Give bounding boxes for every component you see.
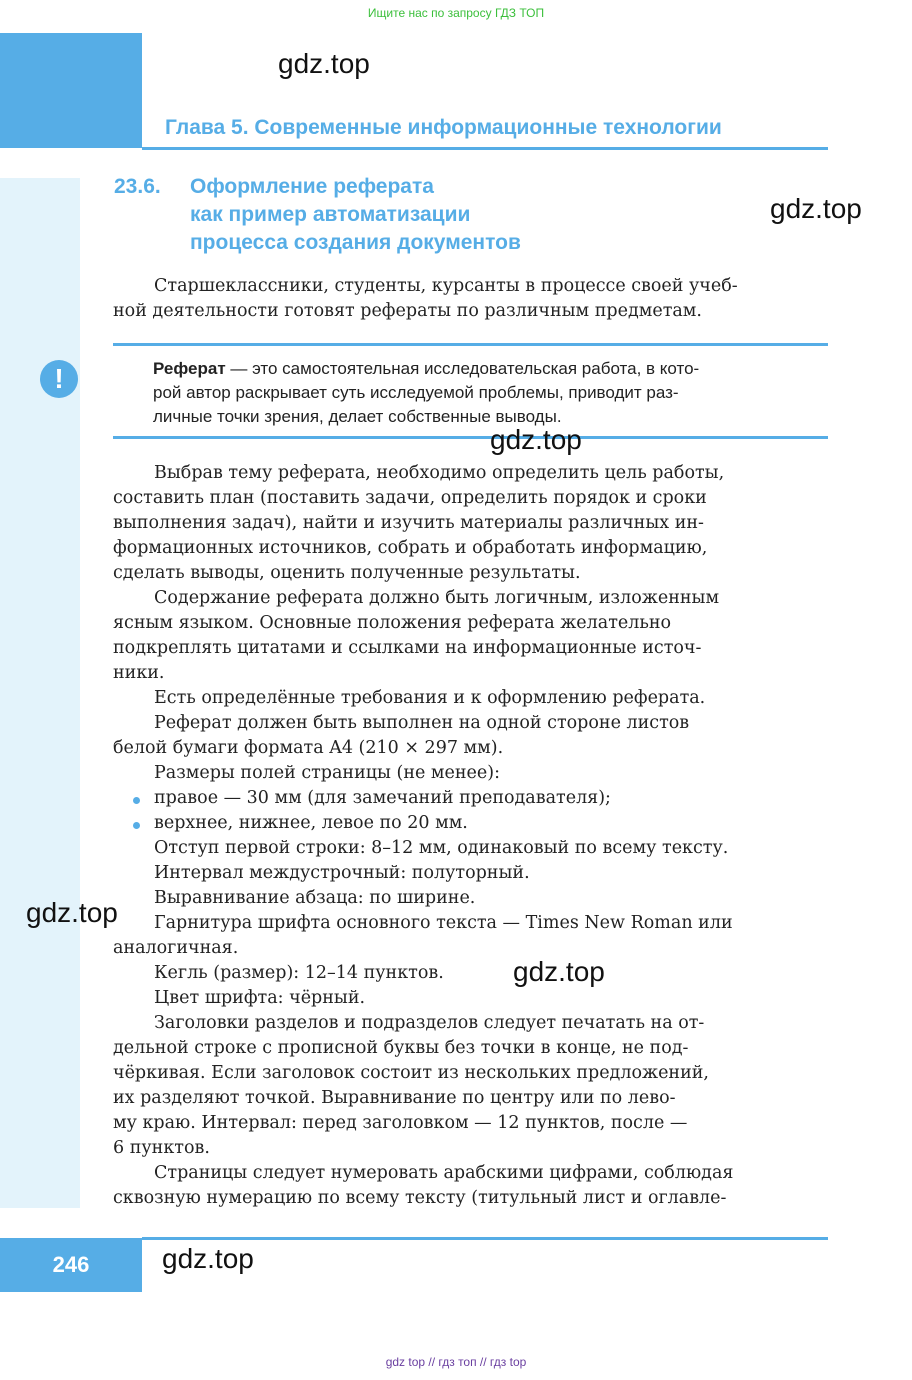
definition-line: — это самостоятельная исследовательская работа, в кото- (230, 359, 700, 378)
watermark: gdz.top (26, 897, 118, 928)
watermark: gdz.top (770, 193, 862, 224)
bullet-dot (133, 822, 140, 829)
section-title (190, 173, 521, 257)
top-banner[interactable]: Ищите нас по запросу ГДЗ ТОП (367, 6, 545, 20)
header-color-block (0, 33, 142, 148)
chapter-title: Глава 5. Современные информационные технологии (165, 116, 722, 139)
watermark: gdz.top (513, 956, 605, 987)
body-line: Есть определённые требования и к оформлению реферата. (154, 688, 706, 708)
body-line: подкреплять цитатами и ссылками на информационные источ- (113, 638, 702, 658)
body-line: Содержание реферата должно быть логичным, изложенным (154, 588, 720, 608)
body-line: Выравнивание абзаца: по ширине. (154, 888, 476, 908)
definition-top-rule (113, 343, 828, 346)
body-line: Цвет шрифта: чёрный. (154, 988, 366, 1008)
body-line: Интервал междустрочный: полуторный. (154, 863, 530, 883)
body-line: чёркивая. Если заголовок состоит из нескольких предложений, (113, 1063, 709, 1083)
body-line: составить план (поставить задачи, определить порядок и сроки (113, 488, 707, 508)
definition-line: личные точки зрения, делает собственные выводы. (153, 407, 562, 426)
section-title-line: процесса создания документов (190, 231, 521, 254)
body-line: Размеры полей страницы (не менее): (154, 763, 500, 783)
bullet-dot (133, 797, 140, 804)
body-line: Выбрав тему реферата, необходимо определить цель работы, (154, 463, 725, 483)
side-strip (0, 178, 80, 1208)
watermark: gdz.top (278, 48, 370, 79)
section-number: 23.6. (114, 175, 161, 198)
body-line: сквозную нумерацию по всему тексту (титульный лист и оглавле- (113, 1188, 727, 1208)
watermark: gdz.top (490, 424, 582, 455)
intro-line: Старшеклассники, студенты, курсанты в процессе своей учеб- (154, 276, 738, 296)
body-line: правое — 30 мм (для замечаний преподавателя); (154, 788, 611, 808)
exclamation-icon: ! (40, 360, 78, 398)
body-line: Реферат должен быть выполнен на одной стороне листов (154, 713, 690, 733)
section-title-line: как пример автоматизации (190, 203, 471, 226)
body-line: выполнения задач), найти и изучить материалы различных ин- (113, 513, 704, 533)
body-line: формационных источников, собрать и обработать информацию, (113, 538, 708, 558)
definition-line: рой автор раскрывает суть исследуемой проблемы, приводит раз- (153, 383, 679, 402)
body-line: аналогичная. (113, 938, 239, 958)
body-line: ники. (113, 663, 165, 683)
body-line: Кегль (размер): 12–14 пунктов. (154, 963, 444, 983)
body-line: дельной строке с прописной буквы без точки в конце, не под- (113, 1038, 689, 1058)
body-line: белой бумаги формата A4 (210 × 297 мм). (113, 738, 504, 758)
page-number: 246 (52, 1252, 90, 1277)
definition-box (153, 357, 828, 429)
chapter-rule (142, 147, 828, 150)
watermark: gdz.top (162, 1243, 254, 1274)
definition-bottom-rule (113, 436, 828, 439)
body-line: 6 пунктов. (113, 1138, 210, 1158)
body-line: Страницы следует нумеровать арабскими цифрами, соблюдая (154, 1163, 734, 1183)
body-line: верхнее, нижнее, левое по 20 мм. (154, 813, 468, 833)
body-line: Отступ первой строки: 8–12 мм, одинаковый по всему тексту. (154, 838, 729, 858)
body-line: Гарнитура шрифта основного текста — Times New Roman или (154, 913, 733, 933)
body-line: их разделяют точкой. Выравнивание по центру или по лево- (113, 1088, 676, 1108)
body-line: Заголовки разделов и подразделов следует печатать на от- (154, 1013, 705, 1033)
footer-links[interactable]: gdz top // гдз топ // гдз top (385, 1355, 527, 1369)
section-title-line: Оформление реферата (190, 175, 434, 198)
body-line: ясным языком. Основные положения реферата желательно (113, 613, 672, 633)
body-line: сделать выводы, оценить полученные результаты. (113, 563, 581, 583)
footer-rule (142, 1237, 828, 1240)
definition-term: Реферат (153, 359, 226, 378)
intro-line: ной деятельности готовят рефераты по различным предметам. (113, 301, 702, 321)
body-line: му краю. Интервал: перед заголовком — 12 пунктов, после — (113, 1113, 688, 1133)
